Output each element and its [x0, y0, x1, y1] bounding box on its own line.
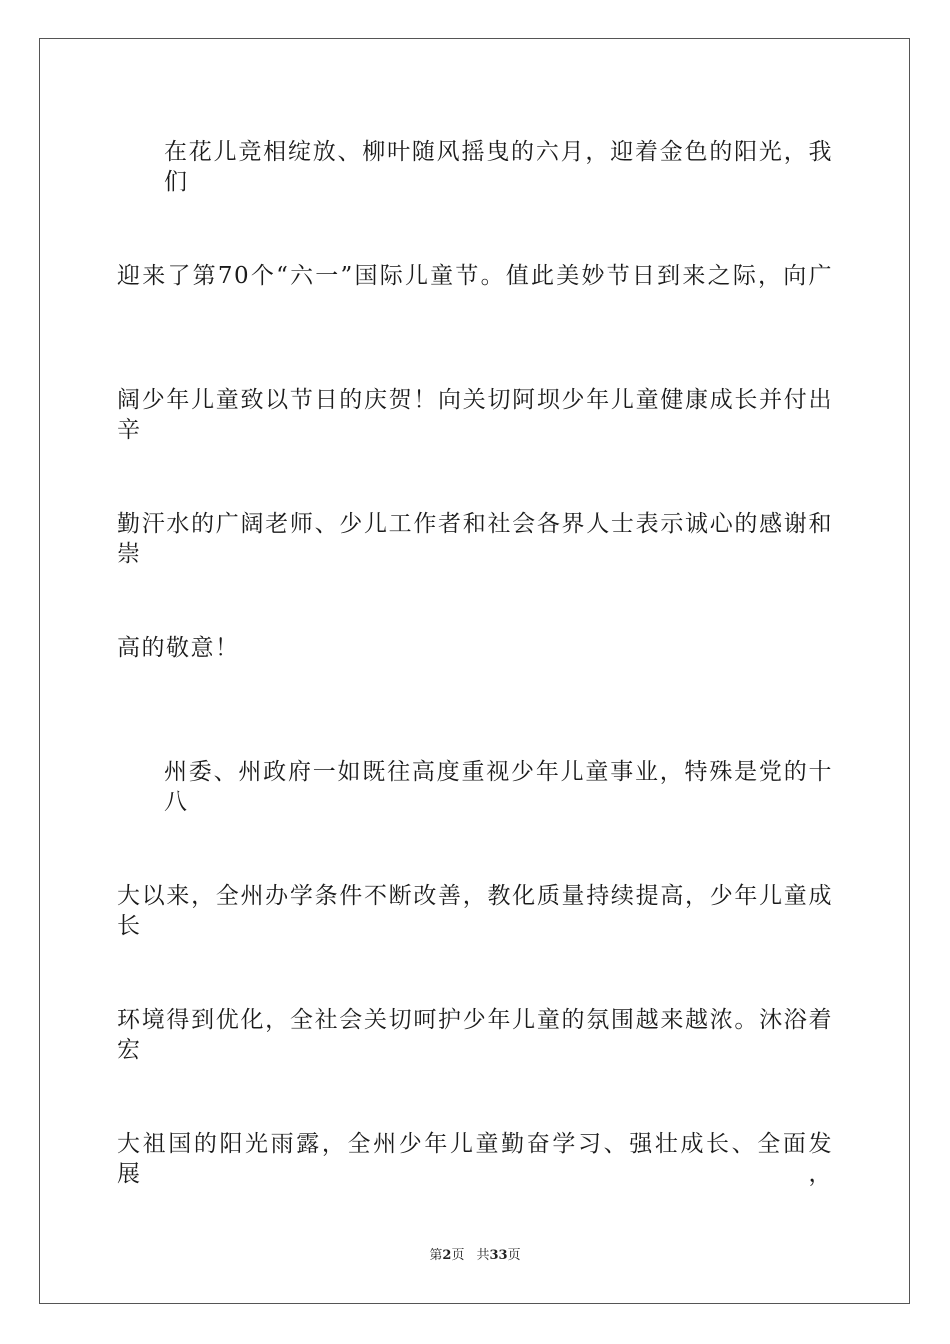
page-label-prefix: 第	[429, 1248, 443, 1263]
paragraph-2-line-3: 环境得到优化，全社会关切呵护少年儿童的氛围越来越浓。沐浴着宏	[117, 1007, 833, 1063]
paragraph-1-line-4: 勤汗水的广阔老师、少儿工作者和社会各界人士表示诚心的感谢和崇	[117, 511, 833, 567]
paragraph-2-line-2: 大以来，全州办学条件不断改善，教化质量持续提高，少年儿童成长	[117, 883, 833, 939]
total-label-suffix: 页	[507, 1248, 521, 1263]
page-label-suffix: 页	[451, 1248, 465, 1263]
paragraph-1-line-5: 高的敬意！	[117, 635, 240, 661]
total-pages: 33	[489, 1248, 508, 1263]
paragraph-2-line-1: 州委、州政府一如既往高度重视少年儿童事业，特殊是党的十八	[164, 759, 833, 815]
total-label-prefix: 共	[476, 1248, 490, 1263]
paragraph-1-line-2: 迎来了第70个“六一”国际儿童节。值此美妙节日到来之际，向广	[117, 263, 833, 289]
page-footer	[0, 1247, 950, 1265]
paragraph-1-line-1: 在花儿竞相绽放、柳叶随风摇曳的六月，迎着金色的阳光，我们	[164, 139, 833, 195]
paragraph-1-line-3: 阔少年儿童致以节日的庆贺！向关切阿坝少年儿童健康成长并付出辛	[117, 387, 833, 443]
page-number: 2	[442, 1248, 452, 1263]
page-border	[39, 38, 910, 1304]
paragraph-2-line-4: 大祖国的阳光雨露，全州少年儿童勤奋学习、强壮成长、全面发展，	[117, 1131, 833, 1187]
